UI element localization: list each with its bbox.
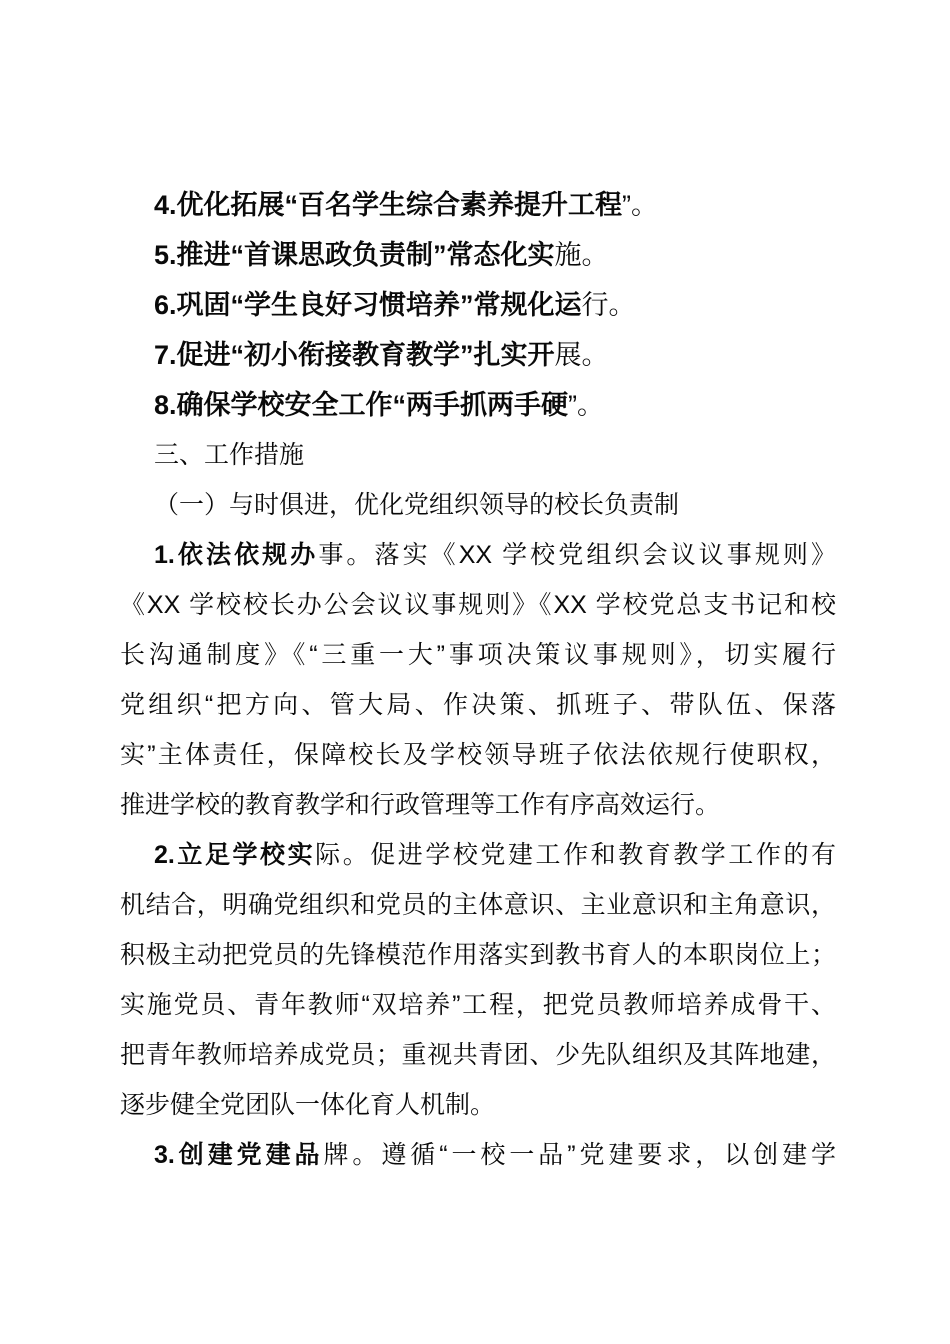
text-segment: 4.优化拓展“百名学生综合素养提升工程 xyxy=(154,190,623,220)
section-heading-3 xyxy=(120,430,836,480)
text-segment: 6.巩固“学生良好习惯培养”常规化运 xyxy=(154,290,582,320)
para-2-line-1 xyxy=(120,830,836,880)
document-body xyxy=(120,180,836,1180)
para-2-line-2 xyxy=(120,880,836,930)
text-segment: 8.确保学校安全工作“两手抓两手硬 xyxy=(154,390,569,420)
goal-item-8 xyxy=(120,380,836,430)
para-2-line-3 xyxy=(120,930,836,980)
goal-item-7 xyxy=(120,330,836,380)
para-2-line-5 xyxy=(120,1030,836,1080)
goal-item-4 xyxy=(120,180,836,230)
goal-item-6 xyxy=(120,280,836,330)
text-segment: 事。落实《XX 学校党组织会议议事规则》 xyxy=(318,541,836,569)
text-segment: 党组织“把方向、管大局、作决策、抓班子、带队伍、保落 xyxy=(120,691,836,719)
text-segment: 3.创建党建品 xyxy=(154,1141,324,1169)
para-1-line-3 xyxy=(120,630,836,680)
text-segment: 牌。遵循“一校一品”党建要求，以创建学 xyxy=(323,1141,836,1169)
text-segment: 把青年教师培养成党员；重视共青团、少先队组织及其阵地建， xyxy=(120,1041,836,1069)
para-1-line-2 xyxy=(120,580,836,630)
para-1-line-5 xyxy=(120,730,836,780)
text-segment: 际。促进学校党建工作和教育教学工作的有 xyxy=(315,841,836,869)
text-segment: 1.依法依规办 xyxy=(154,541,319,569)
text-segment: 7.促进“初小衔接教育教学”扎实开 xyxy=(154,340,555,370)
goal-item-5 xyxy=(120,230,836,280)
para-1-line-1 xyxy=(120,530,836,580)
text-segment: 机结合，明确党组织和党员的主体意识、主业意识和主角意识， xyxy=(120,891,836,919)
text-segment: 《XX 学校校长办公会议议事规则》《XX 学校党总支书记和校 xyxy=(120,591,836,619)
text-segment: 推进学校的教育教学和行政管理等工作有序高效运行。 xyxy=(120,791,721,819)
text-segment: 三、工作措施 xyxy=(154,441,305,469)
para-3-line-1 xyxy=(120,1130,836,1180)
text-segment: （一）与时俱进，优化党组织领导的校长负责制 xyxy=(154,491,680,519)
subsection-heading-1 xyxy=(120,480,836,530)
text-segment: 5.推进“首课思政负责制”常态化实 xyxy=(154,240,555,270)
para-1-line-4 xyxy=(120,680,836,730)
para-2-line-4 xyxy=(120,980,836,1030)
para-2-line-6 xyxy=(120,1080,836,1130)
text-segment: 行。 xyxy=(581,290,636,320)
text-segment: ”。 xyxy=(568,390,605,420)
text-segment: 逐步健全党团队一体化育人机制。 xyxy=(120,1091,496,1119)
text-segment: ”。 xyxy=(622,190,659,220)
text-segment: 实”主体责任，保障校长及学校领导班子依法依规行使职权， xyxy=(120,741,836,769)
text-segment: 长沟通制度》《“三重一大”事项决策议事规则》，切实履行 xyxy=(120,641,836,669)
para-1-line-6 xyxy=(120,780,836,830)
text-segment: 展。 xyxy=(554,340,609,370)
text-segment: 2.立足学校实 xyxy=(154,841,316,869)
text-segment: 施。 xyxy=(554,240,609,270)
text-segment: 积极主动把党员的先锋模范作用落实到教书育人的本职岗位上； xyxy=(120,941,836,969)
text-segment: 实施党员、青年教师“双培养”工程，把党员教师培养成骨干、 xyxy=(120,991,836,1019)
